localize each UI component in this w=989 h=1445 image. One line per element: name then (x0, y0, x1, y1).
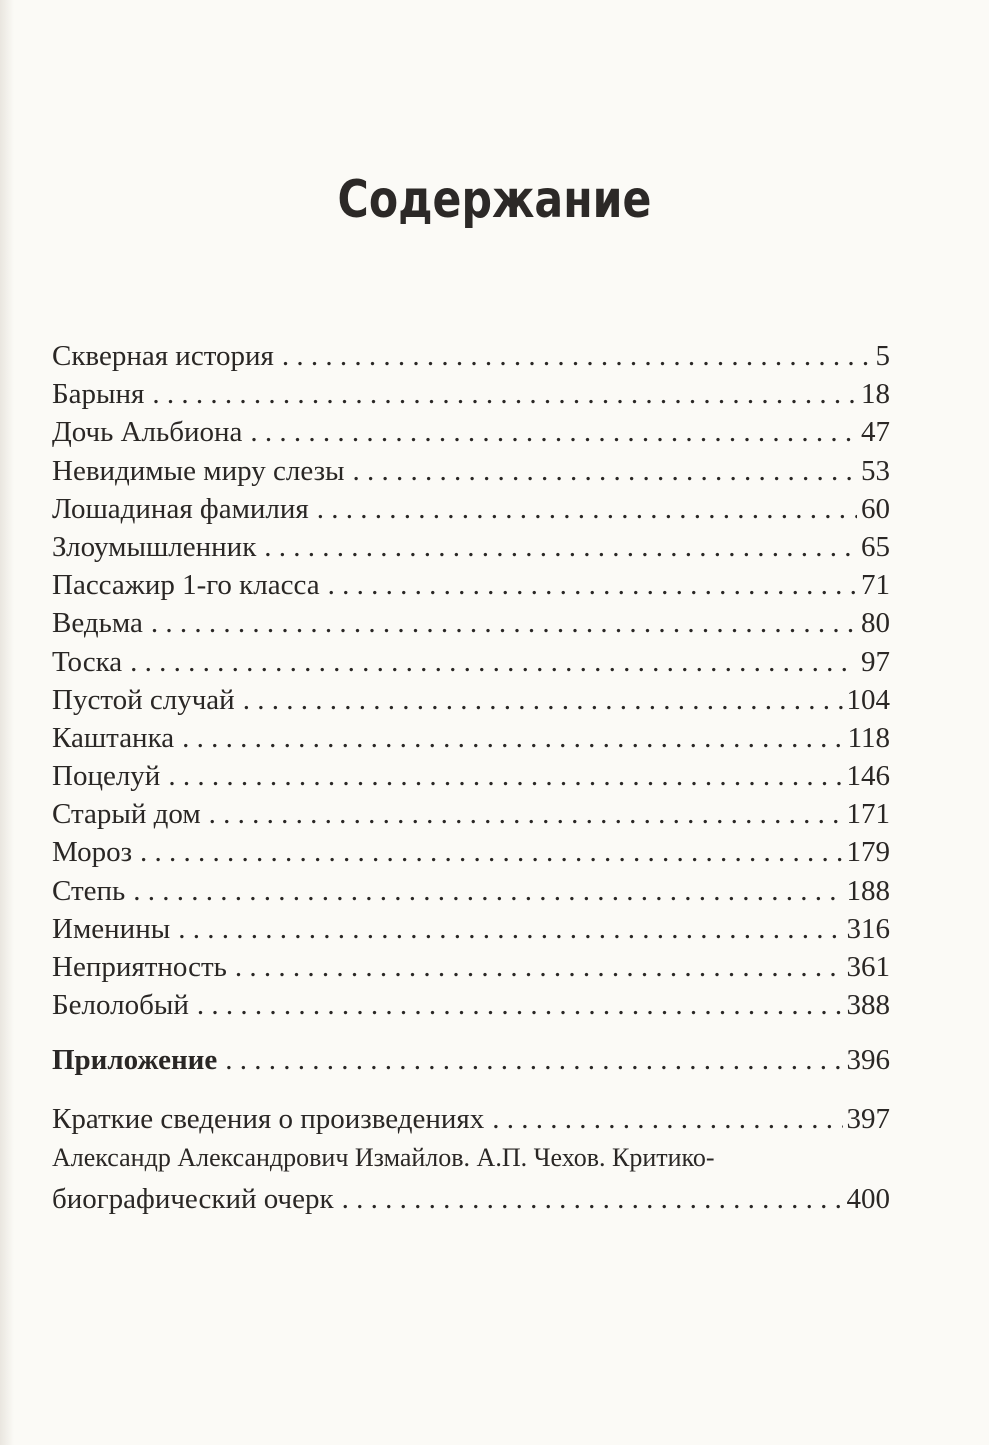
entry-page: 188 (846, 874, 890, 907)
entry-page: 396 (846, 1044, 890, 1077)
toc-entry[interactable] (52, 604, 890, 642)
entry-title-line1: Александр Александрович Измайлов. А.П. Чехов. Критико- (52, 1142, 715, 1172)
page-edge (0, 0, 14, 1445)
entry-title: Приложение (52, 1044, 218, 1077)
leader-dots (197, 986, 843, 1024)
entry-page: 397 (846, 1102, 890, 1135)
entry-page: 18 (861, 378, 890, 411)
leader-dots (178, 910, 842, 948)
entry-title: Мороз (52, 836, 133, 869)
entry-page: 71 (861, 569, 890, 602)
toc-entry[interactable] (52, 833, 890, 871)
toc-entry[interactable] (52, 872, 890, 910)
entry-title: Поцелуй (52, 760, 161, 793)
toc-entry-notes[interactable] (52, 1100, 890, 1138)
toc-entry[interactable] (52, 681, 890, 719)
entry-page: 60 (861, 492, 890, 525)
entry-page: 5 (875, 340, 890, 372)
toc-entry[interactable] (52, 413, 890, 451)
leader-dots (168, 757, 842, 795)
leader-dots (282, 337, 872, 375)
leader-dots (182, 719, 843, 757)
toc-entry[interactable] (52, 375, 890, 413)
toc-entry[interactable] (52, 452, 890, 490)
entry-title: Степь (52, 874, 126, 907)
leader-dots (140, 833, 842, 871)
leader-dots (130, 643, 857, 681)
entry-page: 400 (846, 1182, 890, 1215)
leader-dots (151, 604, 857, 642)
toc-entry[interactable] (52, 757, 890, 795)
toc-entry-appendix[interactable] (52, 1041, 890, 1079)
entry-title: Каштанка (52, 721, 175, 754)
entry-title: Дочь Альбиона (52, 416, 243, 449)
entry-page: 316 (846, 912, 890, 945)
entry-page: 118 (847, 721, 890, 754)
leader-dots (225, 1041, 842, 1079)
toc-entry[interactable] (52, 490, 890, 528)
leader-dots (492, 1100, 842, 1138)
leader-dots (235, 948, 843, 986)
entry-title: Лошадиная фамилия (52, 492, 309, 525)
page-title: Содержание (337, 170, 652, 230)
entry-page: 179 (846, 836, 890, 869)
leader-dots (209, 795, 843, 833)
entry-title: Пустой случай (52, 683, 235, 716)
entry-title: Скверная история (52, 340, 274, 372)
leader-dots (133, 872, 842, 910)
entry-title: Именины (52, 912, 171, 945)
leader-dots (250, 413, 857, 451)
toc-entry[interactable] (52, 948, 890, 986)
entry-title: Пассажир 1-го класса (52, 569, 320, 602)
entry-title: Белолобый (52, 989, 189, 1022)
toc-entry[interactable] (52, 910, 890, 948)
toc-entry[interactable] (52, 719, 890, 757)
entry-page: 388 (846, 989, 890, 1022)
entry-page: 146 (846, 760, 890, 793)
table-of-contents (52, 337, 890, 1218)
leader-dots (264, 528, 857, 566)
toc-entry[interactable] (52, 643, 890, 681)
entry-title-line2: биографический очерк (52, 1182, 334, 1215)
entry-page: 47 (861, 416, 890, 449)
entry-title: Тоска (52, 645, 123, 678)
entry-page: 53 (861, 454, 890, 487)
toc-entry[interactable] (52, 337, 890, 375)
toc-entry-essay[interactable] (52, 1138, 890, 1218)
entry-page: 361 (846, 951, 890, 983)
entry-title: Невидимые миру слезы (52, 454, 345, 487)
leader-dots (353, 452, 857, 490)
entry-title: Злоумышленник (52, 530, 257, 563)
entry-page: 97 (861, 645, 890, 678)
entry-title: Барыня (52, 378, 145, 411)
entry-title: Краткие сведения о произведениях (52, 1102, 485, 1135)
leader-dots (342, 1180, 843, 1218)
entry-title: Неприятность (52, 951, 227, 983)
entry-page: 65 (861, 530, 890, 563)
leader-dots (328, 566, 857, 604)
entry-title: Старый дом (52, 798, 201, 831)
leader-dots (152, 375, 857, 413)
toc-entry[interactable] (52, 528, 890, 566)
entry-title: Ведьма (52, 607, 143, 640)
entry-page: 80 (861, 607, 890, 640)
entry-page: 104 (846, 683, 890, 716)
leader-dots (317, 490, 857, 528)
toc-entry[interactable] (52, 986, 890, 1024)
toc-entry[interactable] (52, 566, 890, 604)
toc-entry[interactable] (52, 795, 890, 833)
leader-dots (243, 681, 843, 719)
entry-page: 171 (846, 798, 890, 831)
